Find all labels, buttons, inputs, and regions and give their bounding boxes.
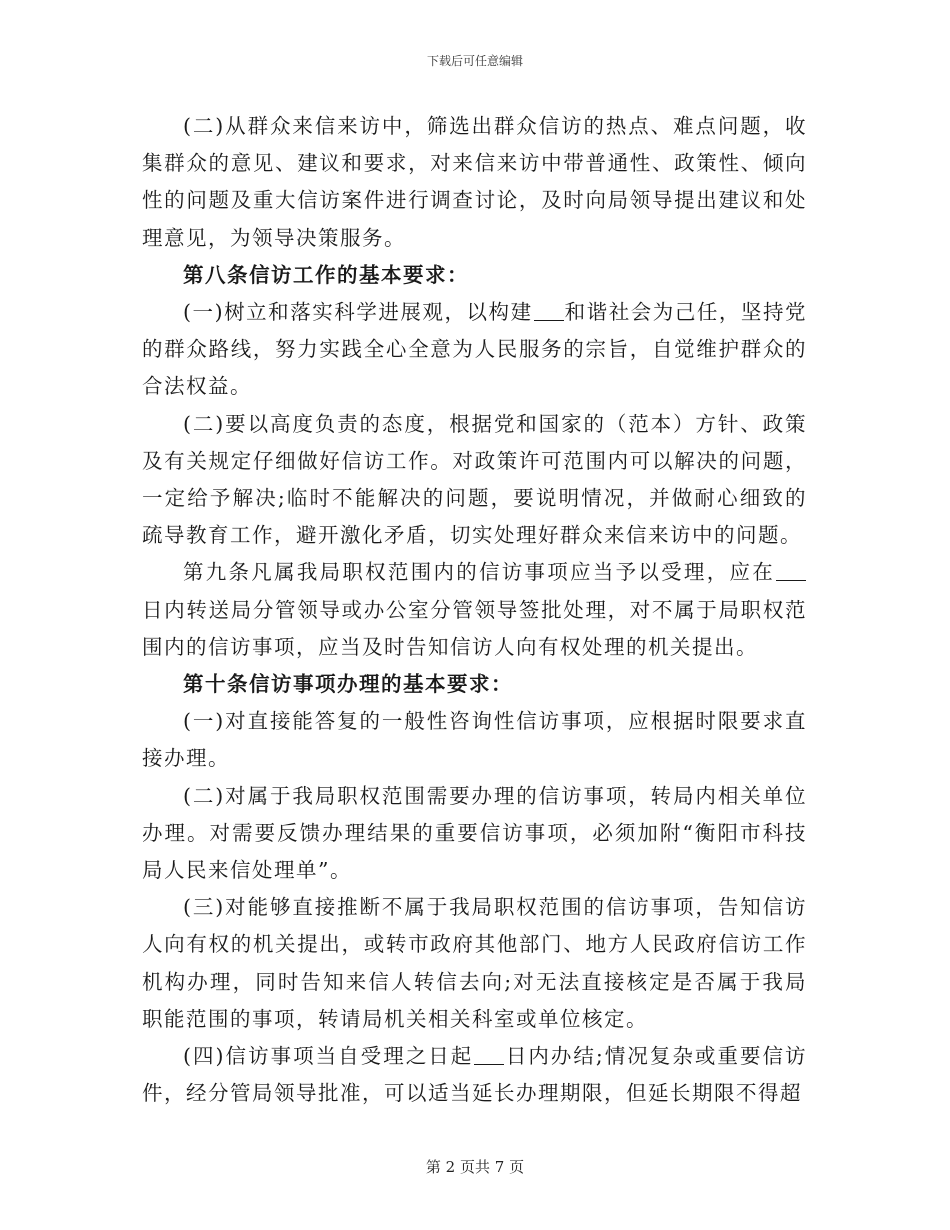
paragraph-8-1-part-a: (一)树立和落实科学进展观，以构建: [183, 300, 533, 325]
article-8-heading: 第八条信访工作的基本要求：: [183, 262, 469, 287]
article-9: [142, 554, 807, 666]
paragraph-10-1: (一)对直接能答复的一般性咨询性信访事项，应根据时限要求直接办理。: [142, 709, 807, 771]
article-10-heading: 第十条信访事项办理的基本要求：: [183, 672, 513, 697]
paragraph-8-1: [142, 294, 807, 406]
blank-line: [776, 562, 806, 581]
paragraph-10-4: [142, 1038, 807, 1112]
article-9-part-b: 日内转送局分管领导或办公室分管领导签批处理，对不属于局职权范围内的信访事项，应当及时告知信访人向有权处理的机关提出。: [142, 597, 807, 659]
paragraph-2-2: (二)从群众来信来访中，筛选出群众信访的热点、难点问题，收集群众的意见、建议和要求，对来信来访中带普通性、政策性、倾向性的问题及重大信访案件进行调查讨论，及时向局领导提出建议和处理意见，为领导决策服务。: [142, 114, 807, 250]
page-header: 下载后可任意编辑: [426, 54, 523, 68]
paragraph-8-2: (二)要以高度负责的态度，根据党和国家的（范本）方针、政策及有关规定仔细做好信访工作。对政策许可范围内可以解决的问题，一定给予解决;临时不能解决的问题，要说明情况，并做耐心细致的疏导教育工作，避开激化矛盾，切实处理好群众来信来访中的问题。: [142, 411, 807, 548]
blank-line: [474, 1046, 504, 1065]
paragraph-10-4-part-b: 日内办结;情况复杂或重要信访件，经分管局领导批准，可以适当延长办理期限，但延长期限不得超: [142, 1044, 807, 1106]
page-footer: 第 2 页共 7 页: [425, 1158, 525, 1176]
paragraph-10-4-part-a: (四)信访事项当自受理之日起: [183, 1044, 474, 1069]
paragraph-10-3: (三)对能够直接推断不属于我局职权范围的信访事项，告知信访人向有权的机关提出，或转市政府其他部门、地方人民政府信访工作机构办理，同时告知来信人转信去向;对无法直接核定是否属于我局职能范围的事项，转请局机关相关科室或单位核定。: [142, 895, 807, 1031]
paragraph-8-1-part-b: 和谐社会为己任，坚持党的群众路线，努力实践全心全意为人民服务的宗旨，自觉维护群众的合法权益。: [142, 300, 808, 399]
document-body: [142, 108, 807, 1112]
blank-line: [534, 302, 564, 321]
article-9-part-a: 第九条凡属我局职权范围内的信访事项应当予以受理，应在: [183, 560, 775, 585]
paragraph-10-2: (二)对属于我局职权范围需要办理的信访事项，转局内相关单位办理。对需要反馈办理结果的重要信访事项，必须加附“衡阳市科技局人民来信处理单”。: [142, 783, 807, 883]
